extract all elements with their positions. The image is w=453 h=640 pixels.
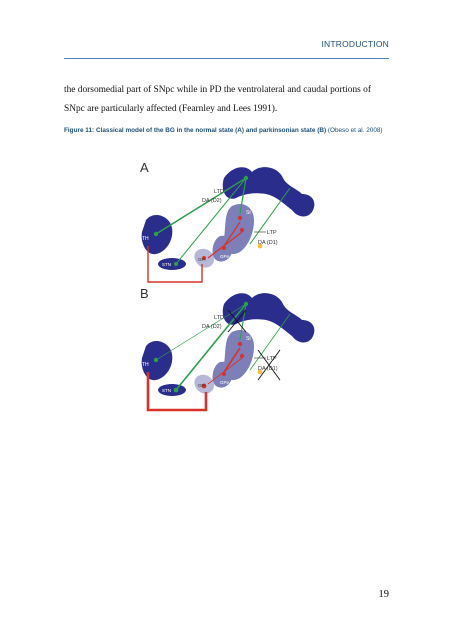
label-da-d1-b: DA (D1) xyxy=(258,366,278,372)
stn-neuron-a xyxy=(174,262,178,266)
caption-label: Figure 11: Classical model of the BG in the normal state (A) and parkinsonian state (B) xyxy=(64,127,327,134)
label-st-a: St xyxy=(246,210,251,216)
body-paragraph: the dorsomedial part of SNpc while in PD the ventrolateral and caudal portions of SNpc are particularly affected (Fearnley and Lees 1991). xyxy=(64,85,371,114)
figure-caption xyxy=(64,126,390,135)
label-ltd-b: LTD xyxy=(214,315,224,321)
label-stn-b: STN xyxy=(162,388,171,393)
label-da-d2-a: DA (D2) xyxy=(202,198,222,204)
label-cx-b: Cx xyxy=(290,298,297,304)
label-gpe-b: GPe xyxy=(220,380,230,385)
label-da-d2-b: DA (D2) xyxy=(202,324,222,330)
label-gpi-b: GPi xyxy=(198,383,206,388)
stn-neuron-b xyxy=(174,388,179,393)
label-th-a: TH xyxy=(142,236,149,242)
label-da-d1-a: DA (D1) xyxy=(258,240,278,246)
caption-reference: (Obeso et al. 2008) xyxy=(326,127,383,134)
label-stn-a: STN xyxy=(162,262,171,267)
panel-b xyxy=(140,286,314,410)
cortex-neuron-a xyxy=(244,176,248,180)
label-cx-a: Cx xyxy=(290,172,297,178)
gpe-neuron-b xyxy=(222,372,226,376)
striatal-neuron-d1-a xyxy=(240,228,244,232)
striatal-neuron-d1-b xyxy=(240,354,244,358)
running-header: INTRODUCTION xyxy=(321,39,389,49)
panel-a xyxy=(140,160,314,282)
thalamus-neuron-a xyxy=(154,232,158,236)
thalamus-neuron-b xyxy=(154,358,158,362)
page-number: 19 xyxy=(378,589,389,600)
label-ltp-b: LTP xyxy=(267,356,277,362)
striatal-neuron-d2-b xyxy=(238,342,242,346)
header-rule xyxy=(64,58,389,59)
label-gpi-a: GPi xyxy=(198,257,206,262)
basal-ganglia-figure xyxy=(136,160,332,430)
label-st-b: St xyxy=(246,336,251,342)
panel-a-letter: A xyxy=(140,160,149,175)
cortex-neuron-b xyxy=(244,302,248,306)
panel-b-letter: B xyxy=(140,286,149,301)
label-ltd-a: LTD xyxy=(214,189,224,195)
label-th-b: TH xyxy=(142,362,149,368)
label-ltp-a: LTP xyxy=(267,230,277,236)
gpe-neuron-a xyxy=(222,246,226,250)
label-gpe-a: GPe xyxy=(220,254,230,259)
striatal-neuron-d2-a xyxy=(238,216,242,220)
